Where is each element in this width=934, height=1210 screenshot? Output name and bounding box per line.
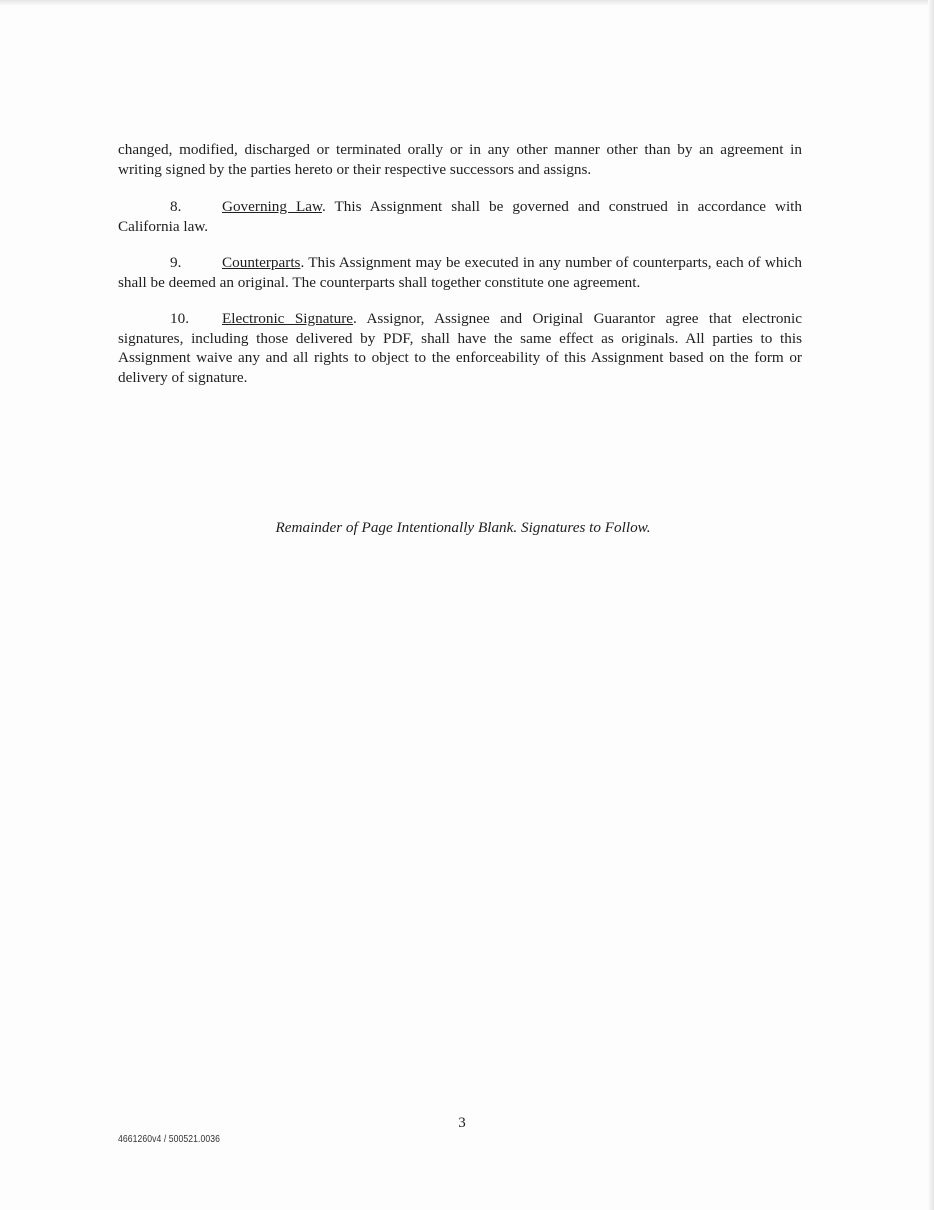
section-number: 9. <box>170 254 182 271</box>
section-text: . Assignor, Assignee and Original Guarantor agree that electronic signatures, including those delivered by PDF, shall have the same effect as originals. All parties to this Assignment waive any and all rights to object to the enforceability of this Assignment based on the form or delivery of signature. <box>118 310 802 386</box>
section-heading: Governing Law <box>222 198 322 215</box>
section-number: 10. <box>170 310 189 327</box>
remainder-note: Remainder of Page Intentionally Blank. Signatures to Follow. <box>275 519 651 536</box>
section-text: . This Assignment may be executed in any number of counterparts, each of which shall be deemed an original. The counterparts shall together constitute one agreement. <box>118 254 802 291</box>
section-9-paragraph <box>118 253 802 292</box>
document-id: 4661260v4 / 500521.0036 <box>118 1133 220 1145</box>
section-heading: Counterparts <box>222 254 301 271</box>
intro-paragraph: changed, modified, discharged or terminated orally or in any other manner other than by an agreement in writing signed by the parties hereto or their respective successors and assigns. <box>118 141 802 178</box>
section-text: . This Assignment shall be governed and construed in accordance with California law. <box>118 198 802 235</box>
scan-edge <box>0 0 934 6</box>
section-number: 8. <box>170 198 182 215</box>
section-10-paragraph <box>118 309 802 387</box>
scan-edge <box>928 0 934 1210</box>
section-heading: Electronic Signature <box>222 310 354 327</box>
section-8-paragraph <box>118 197 802 236</box>
page-number: 3 <box>458 1115 466 1131</box>
